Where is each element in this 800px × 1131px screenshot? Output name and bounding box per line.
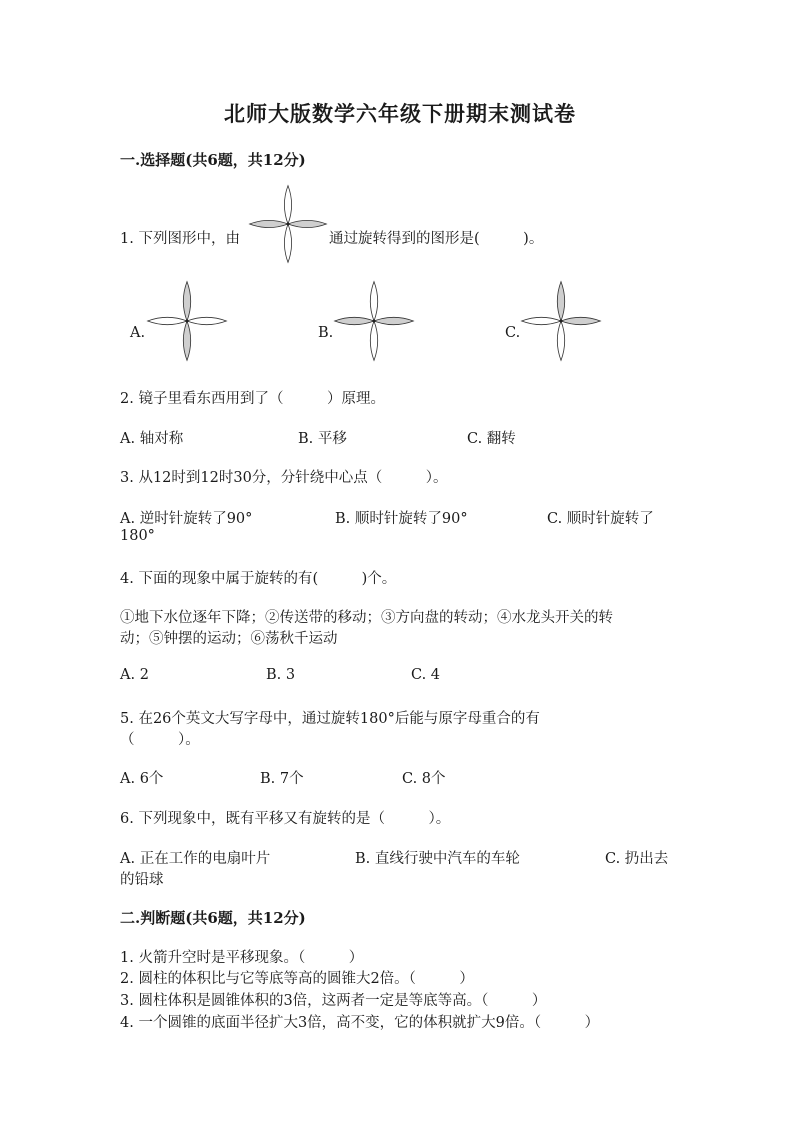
flower-option-b[interactable] — [334, 281, 414, 361]
q6-option-b[interactable]: B. 直线行驶中汽车的车轮 — [355, 851, 520, 867]
q5-stem-line2: （ ）。 — [120, 732, 200, 748]
q5-stem-line1: 5. 在26个英文大写字母中，通过旋转180°后能与原字母重合的有 — [120, 711, 540, 727]
q1-stem-suffix: 通过旋转得到的图形是( )。 — [329, 231, 544, 247]
flower-option-a[interactable] — [147, 281, 227, 361]
q4-option-b[interactable]: B. 3 — [266, 667, 296, 683]
q3-option-c-wrap: 180° — [120, 528, 155, 544]
q6-option-a[interactable]: A. 正在工作的电扇叶片 — [120, 851, 271, 867]
q1-option-b-label[interactable]: B. — [318, 325, 334, 341]
q5-option-a[interactable]: A. 6个 — [120, 771, 164, 787]
judgement-item-3: 3. 圆柱体积是圆锥体积的3倍，这两者一定是等底等高。（ ） — [120, 993, 547, 1009]
q3-stem: 3. 从12时到12时30分，分针绕中心点（ ）。 — [120, 470, 448, 486]
q5-option-b[interactable]: B. 7个 — [260, 771, 304, 787]
q3-option-c[interactable]: C. 顺时针旋转了 — [547, 511, 654, 527]
q1-option-c-label[interactable]: C. — [505, 325, 521, 341]
judgement-item-1: 1. 火箭升空时是平移现象。（ ） — [120, 950, 364, 966]
q4-option-a[interactable]: A. 2 — [120, 667, 149, 683]
section-heading-choice: 一.选择题(共6题，共12分) — [120, 151, 306, 169]
q1-stem-prefix: 1. 下列图形中，由 — [120, 231, 240, 247]
judgement-item-4: 4. 一个圆锥的底面半径扩大3倍，高不变，它的体积就扩大9倍。（ ） — [120, 1015, 600, 1031]
q6-option-c-wrap: 的铅球 — [120, 872, 164, 888]
q4-desc-line2: 动；⑤钟摆的运动；⑥荡秋千运动 — [120, 631, 338, 647]
flower-option-c[interactable] — [521, 281, 601, 361]
page-title: 北师大版数学六年级下册期末测试卷 — [224, 101, 576, 126]
q3-option-a[interactable]: A. 逆时针旋转了90° — [120, 511, 253, 527]
q2-option-b[interactable]: B. 平移 — [298, 431, 347, 447]
q4-stem: 4. 下面的现象中属于旋转的有( )个。 — [120, 571, 397, 587]
q2-option-c[interactable]: C. 翻转 — [467, 431, 516, 447]
q3-option-b[interactable]: B. 顺时针旋转了90° — [335, 511, 468, 527]
judgement-item-2: 2. 圆柱的体积比与它等底等高的圆锥大2倍。（ ） — [120, 971, 474, 987]
q2-stem: 2. 镜子里看东西用到了（ ）原理。 — [120, 391, 385, 407]
q1-option-a-label[interactable]: A. — [130, 325, 146, 341]
q2-option-a[interactable]: A. 轴对称 — [120, 431, 184, 447]
section-heading-judgement: 二.判断题(共6题，共12分) — [120, 909, 306, 927]
q4-option-c[interactable]: C. 4 — [411, 667, 441, 683]
q6-option-c[interactable]: C. 扔出去 — [605, 851, 669, 867]
q6-stem: 6. 下列现象中，既有平移又有旋转的是（ ）。 — [120, 811, 451, 827]
q4-desc-line1: ①地下水位逐年下降；②传送带的移动；③方向盘的转动；④水龙头开关的转 — [120, 610, 613, 626]
q5-option-c[interactable]: C. 8个 — [402, 771, 446, 787]
flower-figure-original — [248, 184, 328, 264]
